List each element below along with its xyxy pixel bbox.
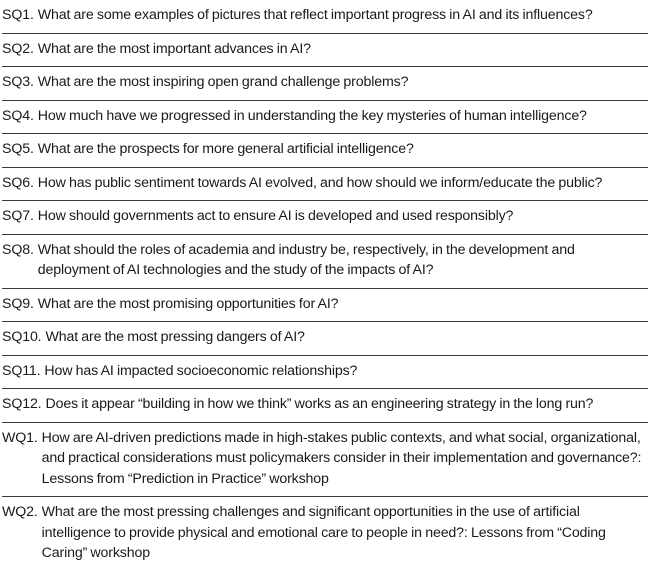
question-text: How are AI-driven predictions made in high-stakes public contexts, and what social, organizational, and practical considerations must policymakers consider in their implementation and governance?: Lessons from “Prediction in Practice” workshop: [41, 429, 642, 487]
question-row-sq2: [2, 34, 648, 68]
question-text: How much have we progressed in understanding the key mysteries of human intelligence?: [37, 107, 587, 124]
question-row-sq11: [2, 356, 648, 390]
question-id: WQ2.: [2, 504, 38, 520]
question-id: SQ5.: [2, 141, 34, 157]
question-row-sq7: [2, 201, 648, 235]
question-id: SQ2.: [2, 40, 34, 57]
question-row-sq8: [2, 235, 648, 289]
question-id: SQ1.: [2, 7, 34, 23]
question-text: Does it appear “building in how we think” works as an engineering strategy in the long run?: [45, 396, 594, 412]
question-id: SQ4.: [2, 107, 34, 124]
question-text: What are the most pressing dangers of AI?: [45, 329, 305, 345]
question-id: SQ3.: [2, 74, 34, 90]
question-row-sq12: [2, 389, 648, 423]
question-row-sq4: [2, 101, 648, 135]
question-text: What are the prospects for more general artificial intelligence?: [37, 141, 414, 157]
question-id: SQ6.: [2, 174, 34, 191]
question-id: SQ7.: [2, 208, 34, 224]
question-row-wq2: [2, 497, 648, 571]
question-row-wq1: [2, 423, 648, 498]
question-text: How has public sentiment towards AI evolved, and how should we inform/educate the public?: [37, 174, 603, 191]
question-row-sq3: [2, 67, 648, 101]
question-text: What are the most promising opportunities for AI?: [37, 295, 339, 312]
question-row-sq5: [2, 134, 648, 168]
question-row-sq1: [2, 0, 648, 34]
question-text: What are the most important advances in AI?: [37, 40, 311, 57]
question-text: How has AI impacted socioeconomic relationships?: [44, 362, 358, 379]
question-text: What are the most pressing challenges and significant opportunities in the use of artificial intelligence to provide physical and emotional care to people in need?: Lessons from “Coding Caring” workshop: [41, 504, 606, 561]
question-text: How should governments act to ensure AI is developed and used responsibly?: [37, 208, 514, 224]
question-id: SQ10.: [2, 329, 42, 345]
question-text: What are the most inspiring open grand challenge problems?: [37, 74, 409, 90]
question-id: SQ9.: [2, 295, 34, 312]
question-text: What are some examples of pictures that reflect important progress in AI and its influences?: [37, 7, 593, 23]
question-row-sq10: [2, 322, 648, 356]
question-id: WQ1.: [2, 429, 38, 446]
question-id: SQ11.: [2, 362, 41, 379]
question-id: SQ8.: [2, 241, 34, 258]
question-row-sq9: [2, 289, 648, 323]
question-row-sq6: [2, 168, 648, 202]
question-text: What should the roles of academia and industry be, respectively, in the development and deployment of AI technologies and the study of the impacts of AI?: [37, 241, 575, 278]
question-id: SQ12.: [2, 396, 42, 412]
